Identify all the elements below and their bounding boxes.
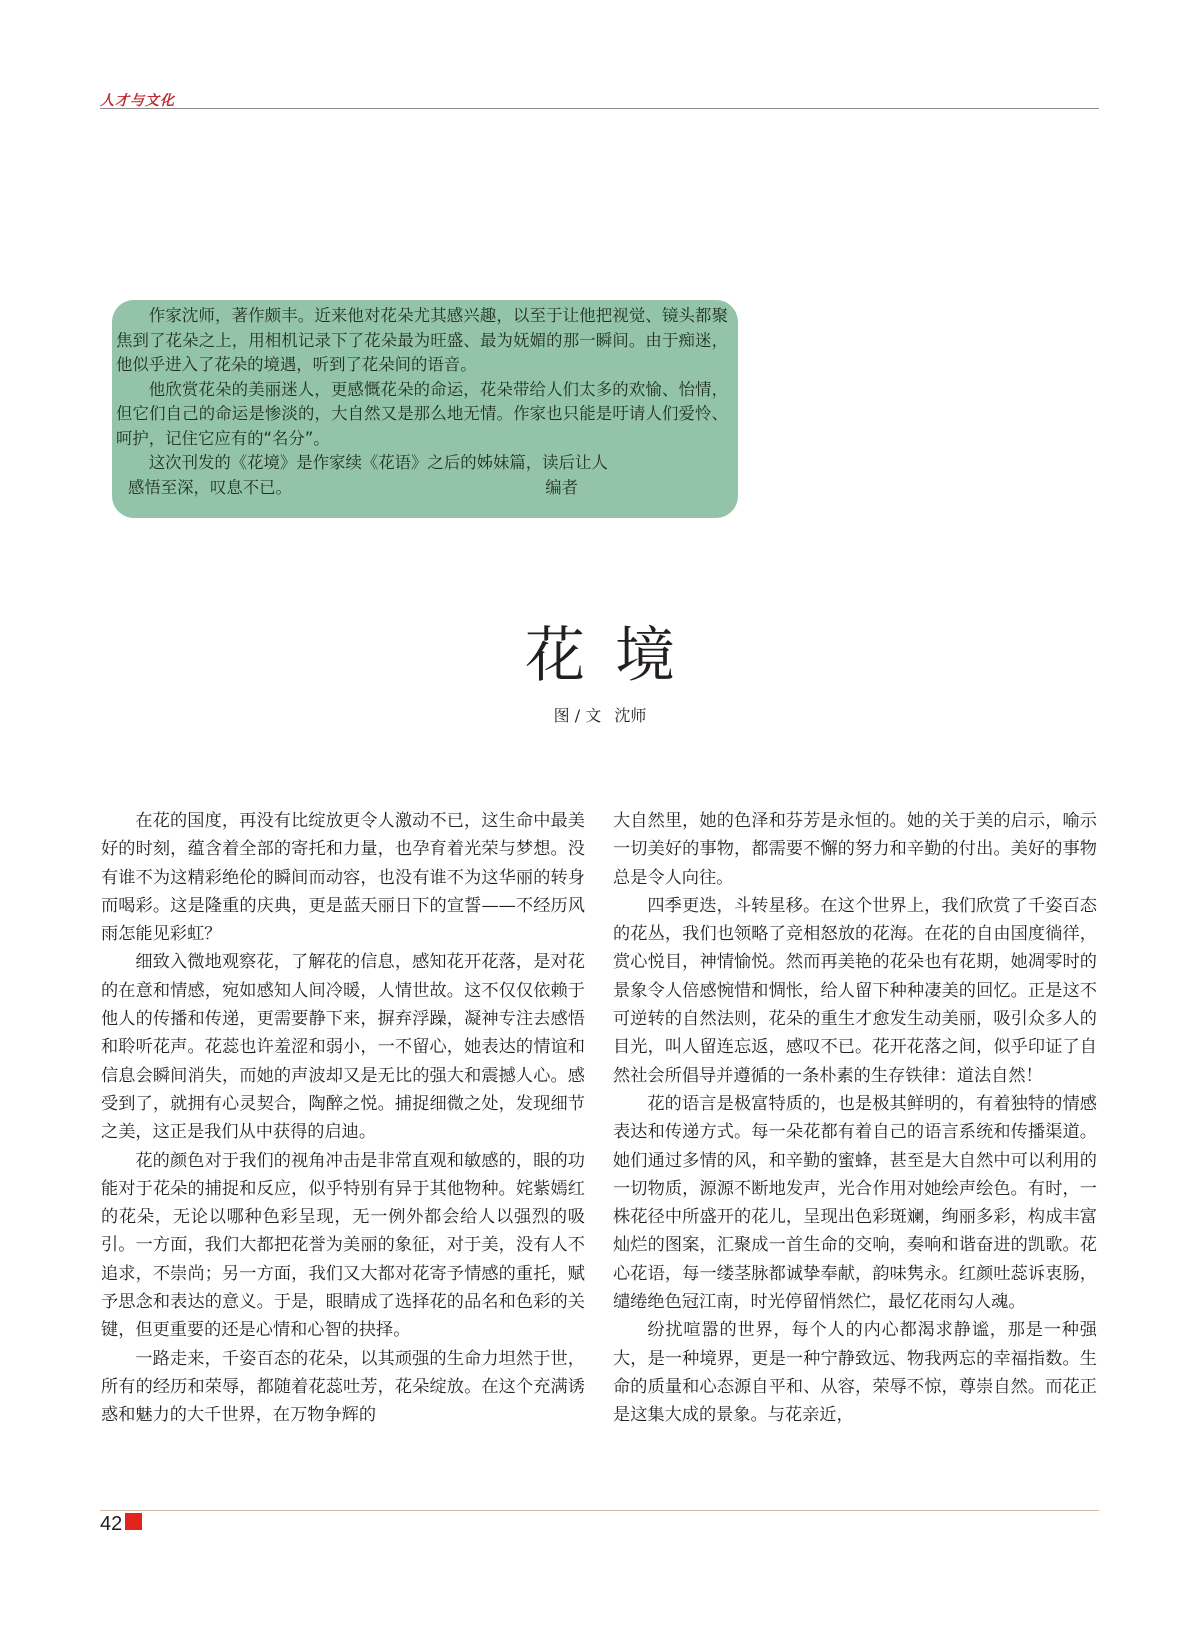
article-title: 花境	[525, 621, 705, 691]
magazine-logo: 人才与文化	[100, 93, 175, 109]
body-paragraph: 四季更迭，斗转星移。在这个世界上，我们欣赏了千姿百态的花丛，我们也领略了竞相怒放的花海。在花的自由国度徜徉，赏心悦目，神情愉悦。然而再美艳的花朵也有花期，她凋零时的景象令人倍感惋惜和惆怅，给人留下种种凄美的回忆。正是这不可逆转的自然法则，花朵的重生才愈发生动美丽，吸引众多人的目光，叫人留连忘返，感叹不已。花开花落之间，似乎印证了自然社会所倡导并遵循的一条朴素的生存铁律：道法自然！	[613, 895, 1097, 1086]
body-paragraph: 花的语言是极富特质的，也是极其鲜明的，有着独特的情感表达和传递方式。每一朵花都有着自己的语言系统和传播渠道。她们通过多情的风，和辛勤的蜜蜂，甚至是大自然中可以利用的一切物质，源源不断地发声，光合作用对她绘声绘色。有时，一株花径中所盛开的花儿，呈现出色彩斑斓，绚丽多彩，构成丰富灿烂的图案，汇聚成一首生命的交响，奏响和谐奋进的凯歌。花心花语，每一缕茎脉都诚挚奉献，韵味隽永。红颜吐蕊诉衷肠，缱绻绝色冠江南，时光停留悄然伫，最忆花雨勾人魂。	[613, 1093, 1097, 1313]
page-marker-square	[125, 1513, 142, 1530]
editor-note-last-line	[116, 476, 728, 501]
editor-note-closing-text: 感悟至深，叹息不已。	[128, 477, 292, 497]
editor-signature: 编者	[545, 477, 578, 497]
body-column-left	[101, 807, 585, 1430]
body-paragraph-continued: 大自然里，她的色泽和芬芳是永恒的。她的关于美的启示，喻示一切美好的事物，都需要不懈的努力和辛勤的付出。美好的事物总是令人向往。	[613, 811, 1097, 888]
byline	[0, 704, 1200, 728]
editor-note-box	[112, 300, 738, 518]
body-paragraph: 在花的国度，再没有比绽放更令人激动不已，这生命中最美好的时刻，蕴含着全部的寄托和力量，也孕育着光荣与梦想。没有谁不为这精彩绝伦的瞬间而动容，也没有谁不为这华丽的转身而喝彩。这是隆重的庆典，更是蓝天丽日下的宣誓——不经历风雨怎能见彩虹？	[101, 811, 585, 945]
page-number: 42	[100, 1513, 123, 1535]
author-name: 沈师	[614, 706, 647, 725]
body-paragraph: 细致入微地观察花，了解花的信息，感知花开花落，是对花的在意和情感，宛如感知人间冷暖，人情世故。这不仅仅依赖于他人的传播和传递，更需要静下来，摒弃浮躁，凝神专注去感悟和聆听花声。花蕊也许羞涩和弱小，一不留心，她表达的情谊和信息会瞬间消失，而她的声波却又是无比的强大和震撼人心。感受到了，就拥有心灵契合，陶醉之悦。捕捉细微之处，发现细节之美，这正是我们从中获得的启迪。	[101, 952, 585, 1143]
body-column-right	[613, 807, 1097, 1430]
editor-note-paragraph: 他欣赏花朵的美丽迷人，更感慨花朵的命运，花朵带给人们太多的欢愉、怡情，但它们自己的命运是惨淡的，大自然又是那么地无情。作家也只能是吁请人们爱怜、呵护，记住它应有的“名分”。	[116, 379, 728, 448]
body-paragraph: 一路走来，千姿百态的花朵，以其顽强的生命力坦然于世，所有的经历和荣辱，都随着花蕊吐芳，花朵绽放。在这个充满诱惑和魅力的大千世界，在万物争辉的	[101, 1348, 585, 1426]
footer-divider	[100, 1510, 1099, 1511]
body-paragraph: 花的颜色对于我们的视角冲击是非常直观和敏感的，眼的功能对于花朵的捕捉和反应，似乎特别有异于其他物种。姹紫嫣红的花朵，无论以哪种色彩呈现，无一例外都会给人以强烈的吸引。一方面，我们大都把花誉为美丽的象征，对于美，没有人不追求，不崇尚；另一方面，我们又大都对花寄予情感的重托，赋予思念和表达的意义。于是，眼睛成了选择花的品名和色彩的关键，但更重要的还是心情和心智的抉择。	[101, 1150, 585, 1341]
editor-note-paragraph: 作家沈师，著作颇丰。近来他对花朵尤其感兴趣，以至于让他把视觉、镜头都聚焦到了花朵之上，用相机记录下了花朵最为旺盛、最为妩媚的那一瞬间。由于痴迷，他似乎进入了花朵的境遇，听到了花朵间的语音。	[116, 306, 728, 374]
header-divider	[100, 108, 1099, 109]
editor-note-paragraph: 这次刊发的《花境》是作家续《花语》之后的姊妹篇，读后让人	[148, 453, 608, 472]
byline-label: 图 / 文	[553, 706, 602, 725]
body-paragraph: 纷扰喧嚣的世界，每个人的内心都渴求静谧，那是一种强大，是一种境界，更是一种宁静致远、物我两忘的幸福指数。生命的质量和心态源自平和、从容，荣辱不惊，尊崇自然。而花正是这集大成的景象。与花亲近，	[613, 1320, 1097, 1426]
